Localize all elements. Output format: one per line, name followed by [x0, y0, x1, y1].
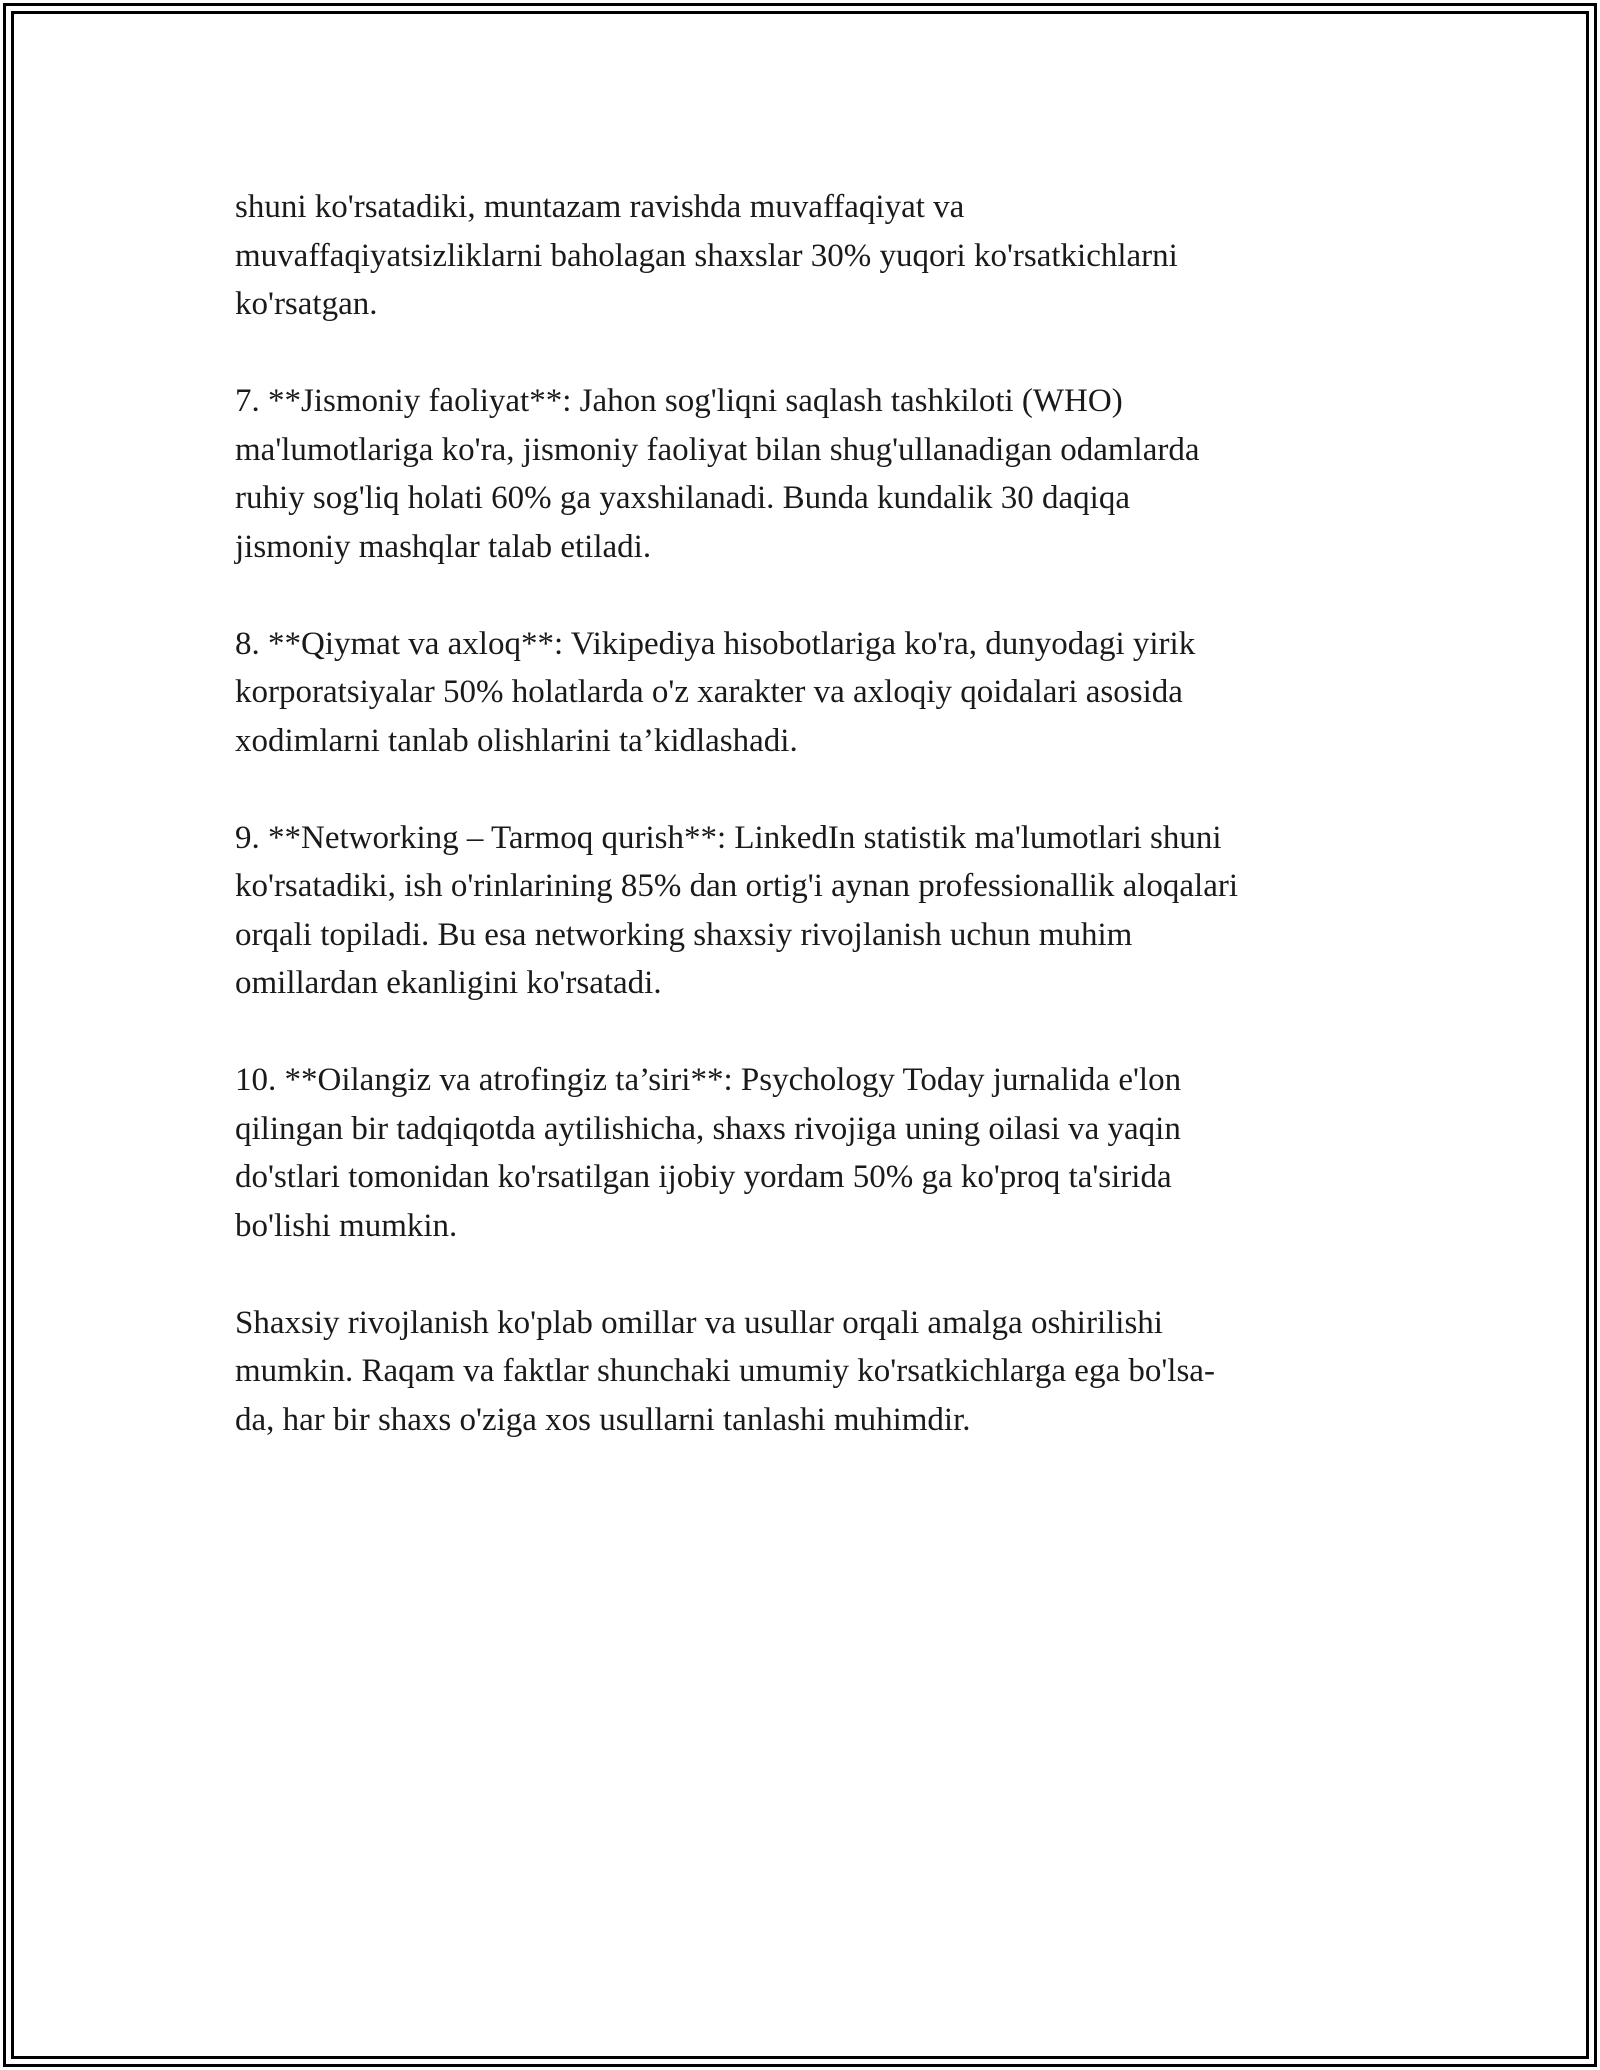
paragraph-intro-continuation: shuni ko'rsatadiki, muntazam ravishda muvaffaqiyat va muvaffaqiyatsizliklarni baholagan shaxslar 30% yuqori ko'rsatkichlarni ko'rsatgan. [235, 189, 1178, 322]
paragraph-item-9-networking: 9. **Networking – Tarmoq qurish**: LinkedIn statistik ma'lumotlari shuni ko'rsatadiki, ish o'rinlarining 85% dan ortig'i aynan professionallik aloqalari orqali topiladi. Bu esa networking shaxsiy rivojlanish uchun muhim omillardan ekanligini ko'rsatadi. [235, 819, 1239, 1001]
paragraph-item-10-family-influence: 10. **Oilangiz va atrofingiz ta’siri**: Psychology Today jurnalida e'lon qilingan bir tadqiqotda aytilishicha, shaxs rivojiga uning oilasi va yaqin do'stlari tomonidan ko'rsatilgan ijobiy yordam 50% ga ko'proq ta'sirida bo'lishi mumkin. [235, 1062, 1182, 1244]
paragraph-item-8-values-ethics: 8. **Qiymat va axloq**: Vikipediya hisobotlariga ko'ra, dunyodagi yirik korporatsiyalar 50% holatlarda o'z xarakter va axloqiy qoidalari asosida xodimlarni tanlab olishlarini ta’kidlashadi. [235, 625, 1196, 759]
paragraph-item-7-physical-activity: 7. **Jismoniy faoliyat**: Jahon sog'liqni saqlash tashkiloti (WHO) ma'lumotlariga ko'ra, jismoniy faoliyat bilan shug'ullanadigan odamlarda ruhiy sog'liq holati 60% ga yaxshilanadi. Bunda kundalik 30 daqiqa jismoniy mashqlar talab etiladi. [235, 383, 1200, 565]
paragraph-conclusion: Shaxsiy rivojlanish ko'plab omillar va usullar orqali amalga oshirilishi mumkin. Raqam va faktlar shunchaki umumiy ko'rsatkichlarga ega bo'lsa- da, har bir shaxs o'ziga xos usullarni tanlashi muhimdir. [235, 1304, 1215, 1438]
document-body [235, 183, 1365, 1493]
